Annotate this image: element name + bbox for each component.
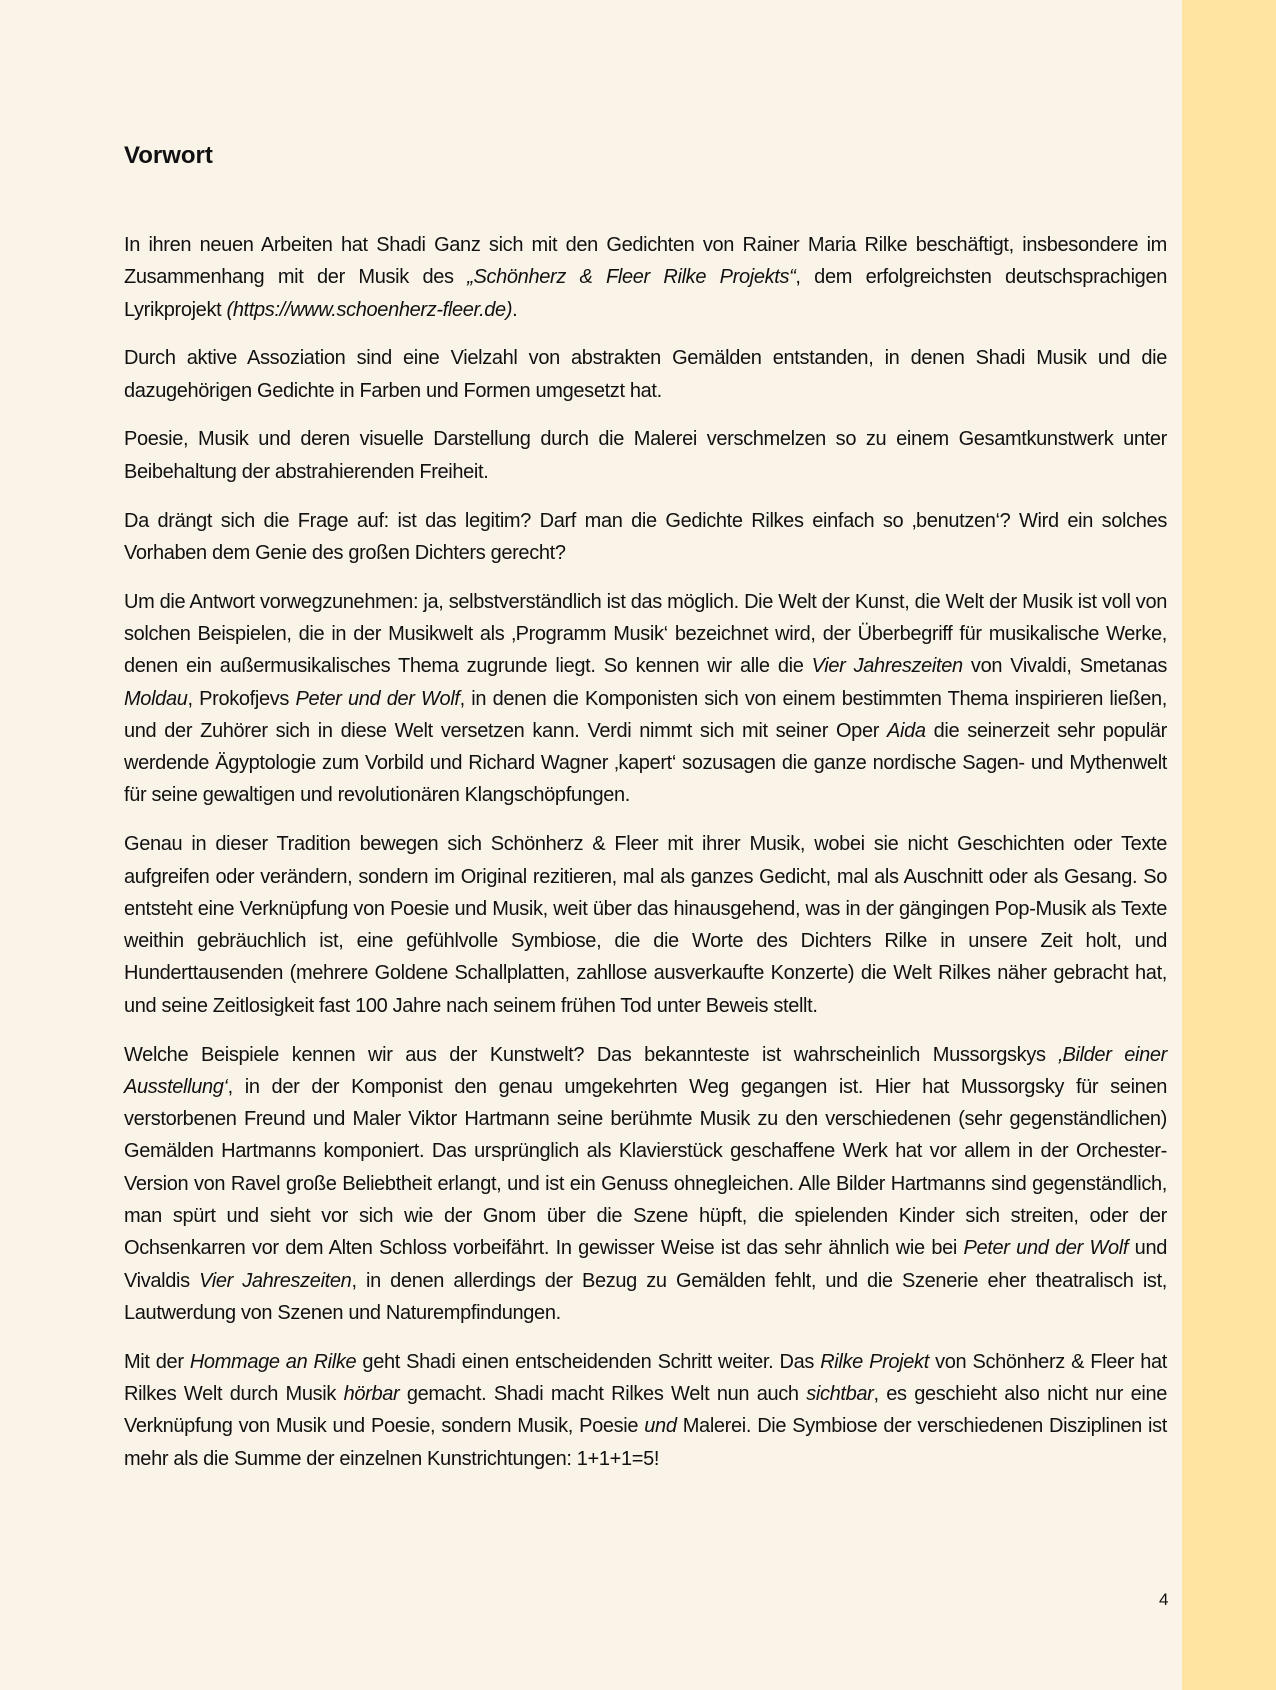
paragraph	[124, 1039, 1167, 1330]
paragraph	[124, 423, 1167, 488]
text-run: Welche Beispiele kennen wir aus der Kunstwelt? Das bekannteste ist wahrscheinlich Mussorgskys	[124, 1043, 1059, 1066]
italic-text: Hommage an Rilke	[189, 1350, 357, 1373]
text-run: Da drängt sich die Frage auf: ist das legitim? Darf man die Gedichte Rilkes einfach so ‚benutzen‘? Wird ein solches Vorhaben dem Genie des großen Dichters gerecht?	[124, 509, 1167, 564]
page-title: Vorwort	[124, 142, 213, 169]
text-run: , dem erfolgreichsten deutschsprachigen Lyrikprojekt	[124, 266, 1167, 321]
text-run: , in der der Komponist den genau umgekehrten Weg gegangen ist. Hier hat Mussorgsky für seinen verstorbenen Freund und Maler Viktor Hartmann seine berühmte Musik zu den verschiedenen (sehr gegenständlichen) Gemälden Hartmanns komponiert. Das ursprünglich als Klavierstück geschaffene Werk hat vor allem in der Orchester-Version von Ravel große Beliebtheit erlangt, und ist ein Genuss ohnegleichen. Alle Bilder Hartmanns sind gegenständlich, man spürt und sieht vor sich wie der Gnom über die Szene hüpft, die spielenden Kinder sich streiten, oder der Ochsenkarren vor dem Alten Schloss vorbeifährt. In gewisser Weise ist das sehr ähnlich wie bei	[124, 1075, 1167, 1260]
italic-text: hörbar	[343, 1383, 400, 1405]
italic-text: Vier Jahreszeiten	[199, 1269, 352, 1292]
paragraph	[124, 342, 1167, 407]
italic-text: ‚Bilder einer Ausstellung‘	[124, 1043, 1167, 1098]
text-run: geht Shadi einen entscheidenden Schritt weiter. Das	[356, 1350, 821, 1373]
page-number: 4	[1159, 1590, 1169, 1609]
text-run: Malerei. Die Symbiose der verschiedenen Disziplinen ist mehr als die Summe der einzelnen Kunstrichtungen: 1+1+1=5!	[124, 1415, 1167, 1470]
paragraph	[124, 1346, 1167, 1475]
text-run: Um die Antwort vorwegzunehmen: ja, selbstverständlich ist das möglich. Die Welt der Kunst, die Welt der Musik ist voll von solchen Beispielen, die in der Musikwelt als ‚Programm Musik‘ bezeichnet wird, der Überbegriff für musikalische Werke, denen ein außermusikalisches Thema zugrunde liegt. So kennen wir alle die	[124, 590, 1167, 678]
italic-text: (https://www.schoenherz-fleer.de)	[226, 298, 513, 321]
text-run: , es geschieht also nicht nur eine Verknüpfung von Musik und Poesie, sondern Musik, Poesie	[124, 1383, 1167, 1438]
text-run: die seinerzeit sehr populär werdende Ägyptologie zum Vorbild und Richard Wagner ‚kapert‘ sozusagen die ganze nordische Sagen- und Mythenwelt für seine gewaltigen und revolutionären Klangschöpfungen.	[124, 719, 1167, 807]
text-run: , Prokofjevs	[187, 687, 296, 710]
italic-text: Peter und der Wolf	[963, 1237, 1129, 1260]
paragraph	[124, 505, 1167, 570]
text-run: Mit der	[124, 1350, 190, 1373]
text-run: , in denen die Komponisten sich von einem bestimmten Thema inspirieren ließen, und der Zuhörer sich in diese Welt versetzen kann. Verdi nimmt sich mit seiner Oper	[124, 687, 1168, 742]
paragraph	[124, 828, 1167, 1022]
page-sidebar-band	[1182, 0, 1276, 1690]
paragraph	[124, 229, 1167, 326]
text-run: Genau in dieser Tradition bewegen sich Schönherz & Fleer mit ihrer Musik, wobei sie nicht Geschichten oder Texte aufgreifen oder verändern, sondern im Original rezitieren, mal als ganzes Gedicht, mal als Auschnitt oder als Gesang. So entsteht eine Verknüpfung von Poesie und Musik, weit über das hinausgehend, was in der gängingen Pop-Musik als Texte weithin gebräuchlich ist, eine gefühlvolle Symbiose, die die Worte des Dichters Rilke in unsere Zeit holt, und Hunderttausenden (mehrere Goldene Schallplatten, zahllose ausverkaufte Konzerte) die Welt Rilkes näher gebracht hat, und seine Zeitlosigkeit fast 100 Jahre nach seinem frühen Tod unter Beweis stellt.	[124, 833, 1167, 1017]
text-run: In ihren neuen Arbeiten hat Shadi Ganz sich mit den Gedichten von Rainer Maria Rilke beschäftigt, insbesondere im Zusammenhang mit der Musik des	[124, 234, 1167, 289]
italic-text: Rilke Projekt	[820, 1350, 929, 1373]
text-run: gemacht. Shadi macht Rilkes Welt nun auch	[399, 1383, 807, 1405]
italic-text: „Schönherz & Fleer Rilke Projekts“	[467, 266, 796, 289]
text-run: von Schönherz & Fleer hat Rilkes Welt durch Musik	[124, 1350, 1168, 1405]
text-run: Poesie, Musik und deren visuelle Darstellung durch die Malerei verschmelzen so zu einem Gesamtkunstwerk unter Beibehaltung der abstrahierenden Freiheit.	[124, 428, 1167, 483]
italic-text: Peter und der Wolf	[295, 687, 460, 710]
italic-text: Aida	[887, 719, 926, 742]
italic-text: und	[644, 1415, 677, 1438]
paragraph	[124, 586, 1167, 812]
text-run: .	[512, 298, 518, 321]
italic-text: Moldau	[124, 687, 188, 710]
italic-text: Vier Jahreszeiten	[811, 655, 963, 678]
text-run: und Vivaldis	[124, 1237, 1168, 1292]
text-run: Durch aktive Assoziation sind eine Vielzahl von abstrakten Gemälden entstanden, in denen Shadi Musik und die dazugehörigen Gedichte in Farben und Formen umgesetzt hat.	[124, 347, 1167, 402]
text-run: , in denen allerdings der Bezug zu Gemälden fehlt, und die Szenerie eher theatralisch ist, Lautwerdung von Szenen und Naturempfindungen.	[124, 1269, 1167, 1324]
italic-text: sichtbar	[806, 1383, 874, 1405]
text-run: von Vivaldi, Smetanas	[962, 655, 1167, 678]
document-body	[124, 229, 1167, 1491]
